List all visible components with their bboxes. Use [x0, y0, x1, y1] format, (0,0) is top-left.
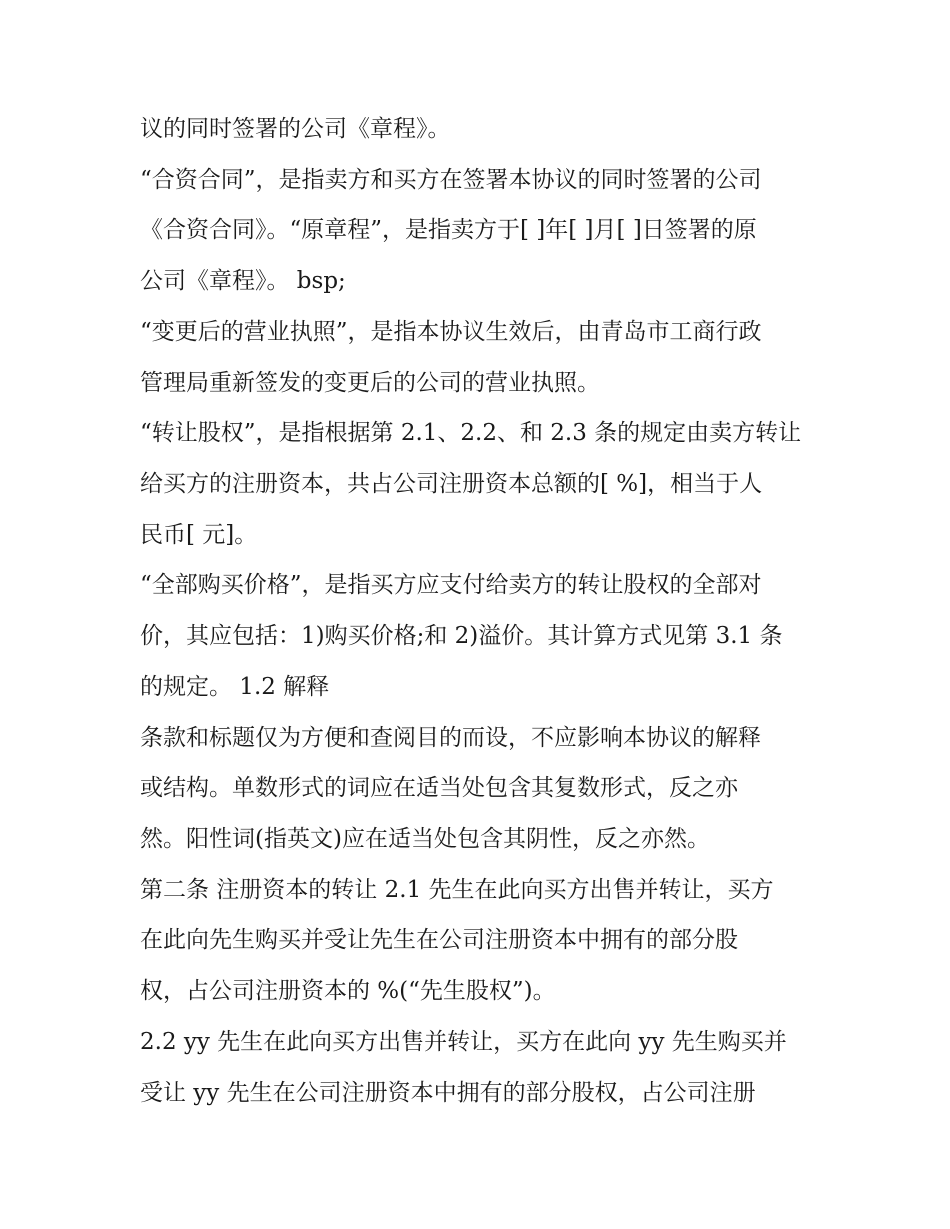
text-line: 条款和标题仅为方便和查阅目的而设，不应影响本协议的解释	[140, 725, 761, 751]
text-line: 议的同时签署的公司《章程》。	[140, 116, 451, 142]
text-line: 第二条 注册资本的转让 2.1 先生在此向买方出售并转让，买方	[140, 877, 774, 903]
text-line: 然。阳性词(指英文)应在适当处包含其阴性，反之亦然。	[140, 826, 710, 852]
text-line: 受让 yy 先生在公司注册资本中拥有的部分股权，占公司注册	[140, 1080, 756, 1106]
text-line: 管理局重新签发的变更后的公司的营业执照。	[140, 370, 600, 396]
text-line: “转让股权”，是指根据第 2.1、2.2、和 2.3 条的规定由卖方转让	[140, 420, 802, 446]
text-line: “变更后的营业执照”，是指本协议生效后，由青岛市工商行政	[140, 319, 762, 345]
text-line: 《合资合同》。“原章程”，是指卖方于[ ]年[ ]月[ ]日签署的原	[140, 217, 757, 243]
text-line: “全部购买价格”，是指买方应支付给卖方的转让股权的全部对	[140, 572, 762, 598]
text-line: 价，其应包括：1)购买价格;和 2)溢价。其计算方式见第 3.1 条	[140, 623, 783, 649]
text-line: 2.2 yy 先生在此向买方出售并转让，买方在此向 yy 先生购买并	[140, 1029, 787, 1055]
text-line: 权，占公司注册资本的 %(“先生股权”)。	[140, 978, 556, 1004]
text-line: “合资合同”，是指卖方和买方在签署本协议的同时签署的公司	[140, 167, 762, 193]
text-line: 民币[ 元]。	[140, 522, 258, 548]
text-line: 给买方的注册资本，共占公司注册资本总额的[ %]，相当于人	[140, 471, 763, 497]
text-line: 的规定。 1.2 解释	[140, 674, 330, 700]
text-line: 或结构。单数形式的词应在适当处包含其复数形式，反之亦	[140, 775, 738, 801]
text-line: 在此向先生购买并受让先生在公司注册资本中拥有的部分股	[140, 927, 738, 953]
text-line: 公司《章程》。 bsp;	[140, 268, 346, 294]
